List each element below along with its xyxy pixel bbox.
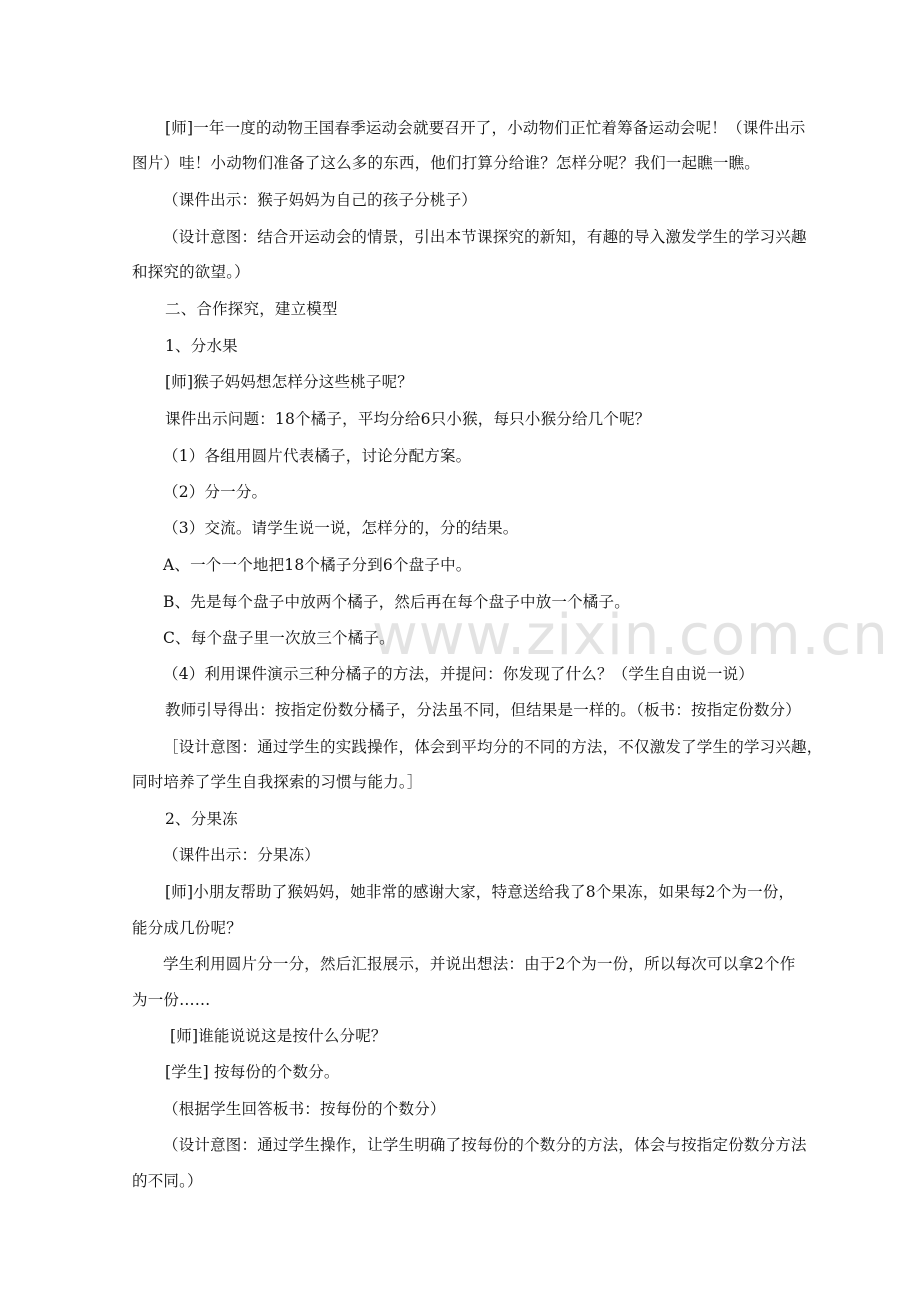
- paragraph-line: 的不同。）: [132, 1172, 203, 1190]
- paragraph-line: 能分成几份呢？: [132, 919, 242, 937]
- paragraph-line: [师]一年一度的动物王国春季运动会就要召开了，小动物们正忙着筹备运动会呢！（课件出示: [165, 119, 806, 137]
- paragraph-line: （设计意图：结合开运动会的情景，引出本节课探究的新知，有趣的导入激发学生的学习兴趣: [163, 228, 807, 246]
- paragraph-line: （课件出示：分果冻）: [163, 846, 321, 864]
- paragraph-line: 教师引导得出：按指定份数分橘子，分法虽不同，但结果是一样的。（板书：按指定份数分）: [165, 701, 801, 719]
- watermark: www.zixin.com.cn: [372, 603, 889, 668]
- list-item: （1）各组用圆片代表橘子，讨论分配方案。: [163, 447, 472, 465]
- list-item: C、每个盘子里一次放三个橘子。: [163, 629, 395, 647]
- section-heading: 二、合作探究，建立模型: [165, 300, 338, 318]
- list-item: （2）分一分。: [163, 483, 268, 501]
- subsection-heading: 2、分果冻: [165, 810, 238, 828]
- paragraph-line: [师]谁能说说这是按什么分呢？: [170, 1027, 387, 1045]
- paragraph-line: 图片）哇！小动物们准备了这么多的东西，他们打算分给谁？怎样分呢？我们一起瞧一瞧。: [132, 154, 761, 172]
- paragraph-line: 和探究的欲望。）: [132, 263, 250, 281]
- paragraph-line: （根据学生回答板书：按每份的个数分）: [163, 1100, 446, 1118]
- paragraph-line: 学生利用圆片分一分，然后汇报展示，并说出想法：由于2个为一份，所以每次可以拿2个作: [163, 955, 796, 973]
- list-item: （4）利用课件演示三种分橘子的方法，并提问：你发现了什么？（学生自由说一说）: [163, 665, 754, 683]
- list-item: B、先是每个盘子中放两个橘子，然后再在每个盘子中放一个橘子。: [163, 593, 630, 611]
- paragraph-line: 为一份……: [132, 991, 211, 1009]
- list-item: （3）交流。请学生说一说，怎样分的，分的结果。: [163, 519, 519, 537]
- list-item: A、一个一个地把18个橘子分到6个盘子中。: [163, 556, 472, 574]
- paragraph-line: ［设计意图：通过学生的实践操作，体会到平均分的不同的方法，不仅激发了学生的学习兴趣，: [163, 738, 823, 756]
- paragraph-line: [学生] 按每份的个数分。: [165, 1063, 340, 1081]
- paragraph-line: [师]猴子妈妈想怎样分这些桃子呢？: [165, 373, 413, 391]
- paragraph-line: （设计意图：通过学生操作，让学生明确了按每份的个数分的方法，体会与按指定份数分方法: [163, 1136, 807, 1154]
- paragraph-line: （课件出示：猴子妈妈为自己的孩子分桃子）: [163, 191, 478, 209]
- subsection-heading: 1、分水果: [165, 337, 238, 355]
- paragraph-line: 同时培养了学生自我探索的习惯与能力。］: [132, 773, 423, 791]
- paragraph-line: 课件出示问题：18个橘子，平均分给6只小猴，每只小猴分给几个呢？: [165, 410, 651, 428]
- paragraph-line: [师]小朋友帮助了猴妈妈，她非常的感谢大家，特意送给我了8个果冻，如果每2个为一份，: [165, 883, 795, 901]
